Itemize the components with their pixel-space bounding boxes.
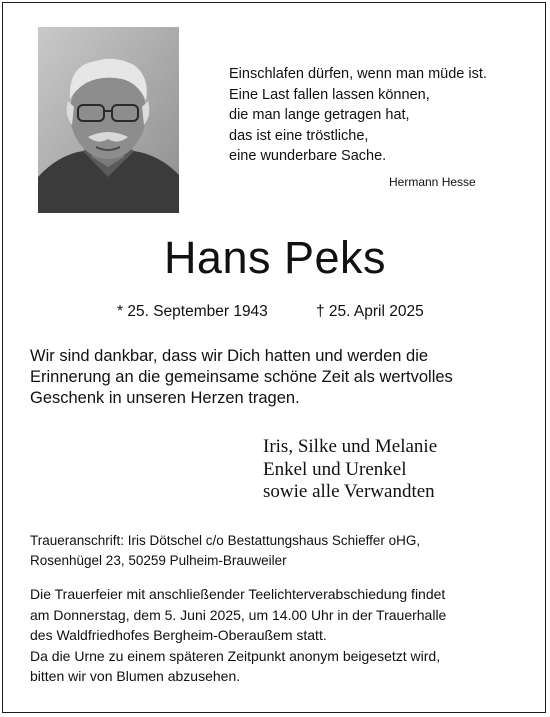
mourners <box>263 436 437 504</box>
mourning-address <box>30 531 420 571</box>
mourners-line: Enkel und Urenkel <box>263 458 407 480</box>
address-line: Traueranschrift: Iris Dötschel c/o Bestattungshaus Schieffer oHG, <box>30 533 421 548</box>
mourners-line: Iris, Silke und Melanie <box>263 436 438 457</box>
death-date: † 25. April 2025 <box>316 303 424 320</box>
gratitude-line: Wir sind dankbar, dass wir Dich hatten und werden die <box>30 347 429 365</box>
funeral-info-line: Da die Urne zu einem späteren Zeitpunkt anonym beigesetzt wird, <box>30 647 441 664</box>
funeral-info-line: des Waldfriedhofes Bergheim-Oberaußem statt. <box>30 627 327 643</box>
birth-date: * 25. September 1943 <box>117 303 268 320</box>
poem-line: eine wunderbare Sache. <box>229 148 387 164</box>
portrait-photo <box>38 27 179 213</box>
poem-line: die man lange getragen hat, <box>229 107 410 123</box>
address-line: Rosenhügel 23, 50259 Pulheim-Brauweiler <box>30 553 287 568</box>
funeral-info-line: Die Trauerfeier mit anschließender Teelichterverabschiedung findet <box>30 586 446 602</box>
poem-line: Einschlafen dürfen, wenn man müde ist. <box>229 66 487 82</box>
poem-author: Hermann Hesse <box>389 175 476 189</box>
poem <box>229 64 487 167</box>
funeral-info-line: bitten wir von Blumen abzusehen. <box>30 668 241 684</box>
mourners-line: sowie alle Verwandten <box>263 481 435 502</box>
gratitude-line: Erinnerung an die gemeinsame schöne Zeit als wertvolles <box>30 368 453 386</box>
gratitude-line: Geschenk in unseren Herzen tragen. <box>30 389 300 407</box>
gratitude-text <box>30 346 453 409</box>
funeral-info <box>30 584 446 687</box>
funeral-info-line: am Donnerstag, dem 5. Juni 2025, um 14.00 Uhr in der Trauerhalle <box>30 606 447 623</box>
poem-line: das ist eine tröstliche, <box>229 127 369 144</box>
poem-line: Eine Last fallen lassen können, <box>229 86 430 103</box>
deceased-name: Hans Peks <box>163 232 387 283</box>
